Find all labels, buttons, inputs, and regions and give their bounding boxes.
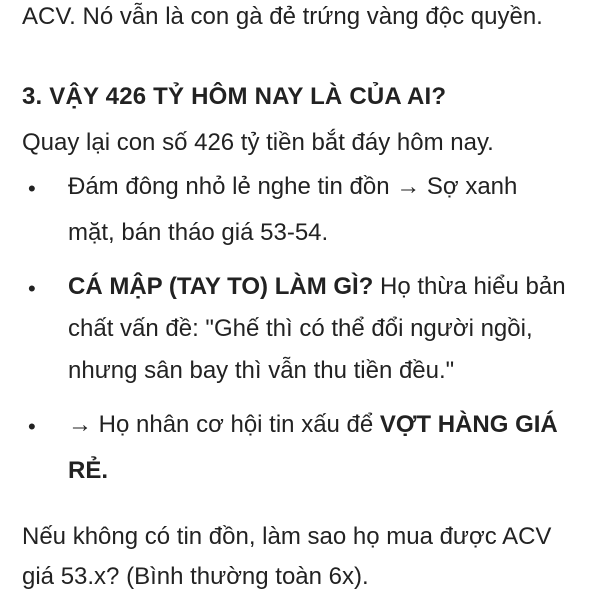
bullet-dot-2: •	[28, 276, 36, 301]
bullet-dot-3: •	[28, 414, 36, 439]
bullet-dot-1: •	[28, 176, 36, 201]
intro-line: ACV. Nó vẫn là con gà đẻ trứng vàng độc quyền.	[22, 3, 543, 30]
bullet-3-bold-part: VỢT HÀNG GIÁ	[379, 411, 558, 438]
bullet-2-bold-prefix: CÁ MẬP (TAY TO) LÀM GÌ?	[68, 273, 374, 300]
closing-line-2: giá 53.x? (Bình thường toàn 6x).	[22, 563, 369, 590]
bullet-2-line-3: nhưng sân bay thì vẫn thu tiền đều."	[68, 357, 455, 384]
section-heading: 3. VẬY 426 TỶ HÔM NAY LÀ CỦA AI?	[22, 83, 447, 110]
bullet-3-line-2: RẺ.	[68, 457, 109, 484]
bullet-1-line-1: Đám đông nhỏ lẻ nghe tin đồn → Sợ xanh	[68, 173, 518, 200]
bullet-3-prefix: → Họ nhân cơ hội tin xấu để	[68, 411, 380, 438]
bullet-2-line-1	[68, 272, 566, 302]
bullet-2-line-2: chất vấn đề: "Ghế thì có thể đổi người ngồi,	[68, 315, 533, 342]
bullet-3-line-1	[68, 410, 558, 440]
section-lead: Quay lại con số 426 tỷ tiền bắt đáy hôm nay.	[22, 129, 494, 156]
bullet-1-line-2: mặt, bán tháo giá 53-54.	[68, 219, 329, 246]
closing-line-1: Nếu không có tin đồn, làm sao họ mua được ACV	[22, 523, 552, 550]
bullet-2-line-1-rest: Họ thừa hiểu bản	[373, 273, 566, 300]
